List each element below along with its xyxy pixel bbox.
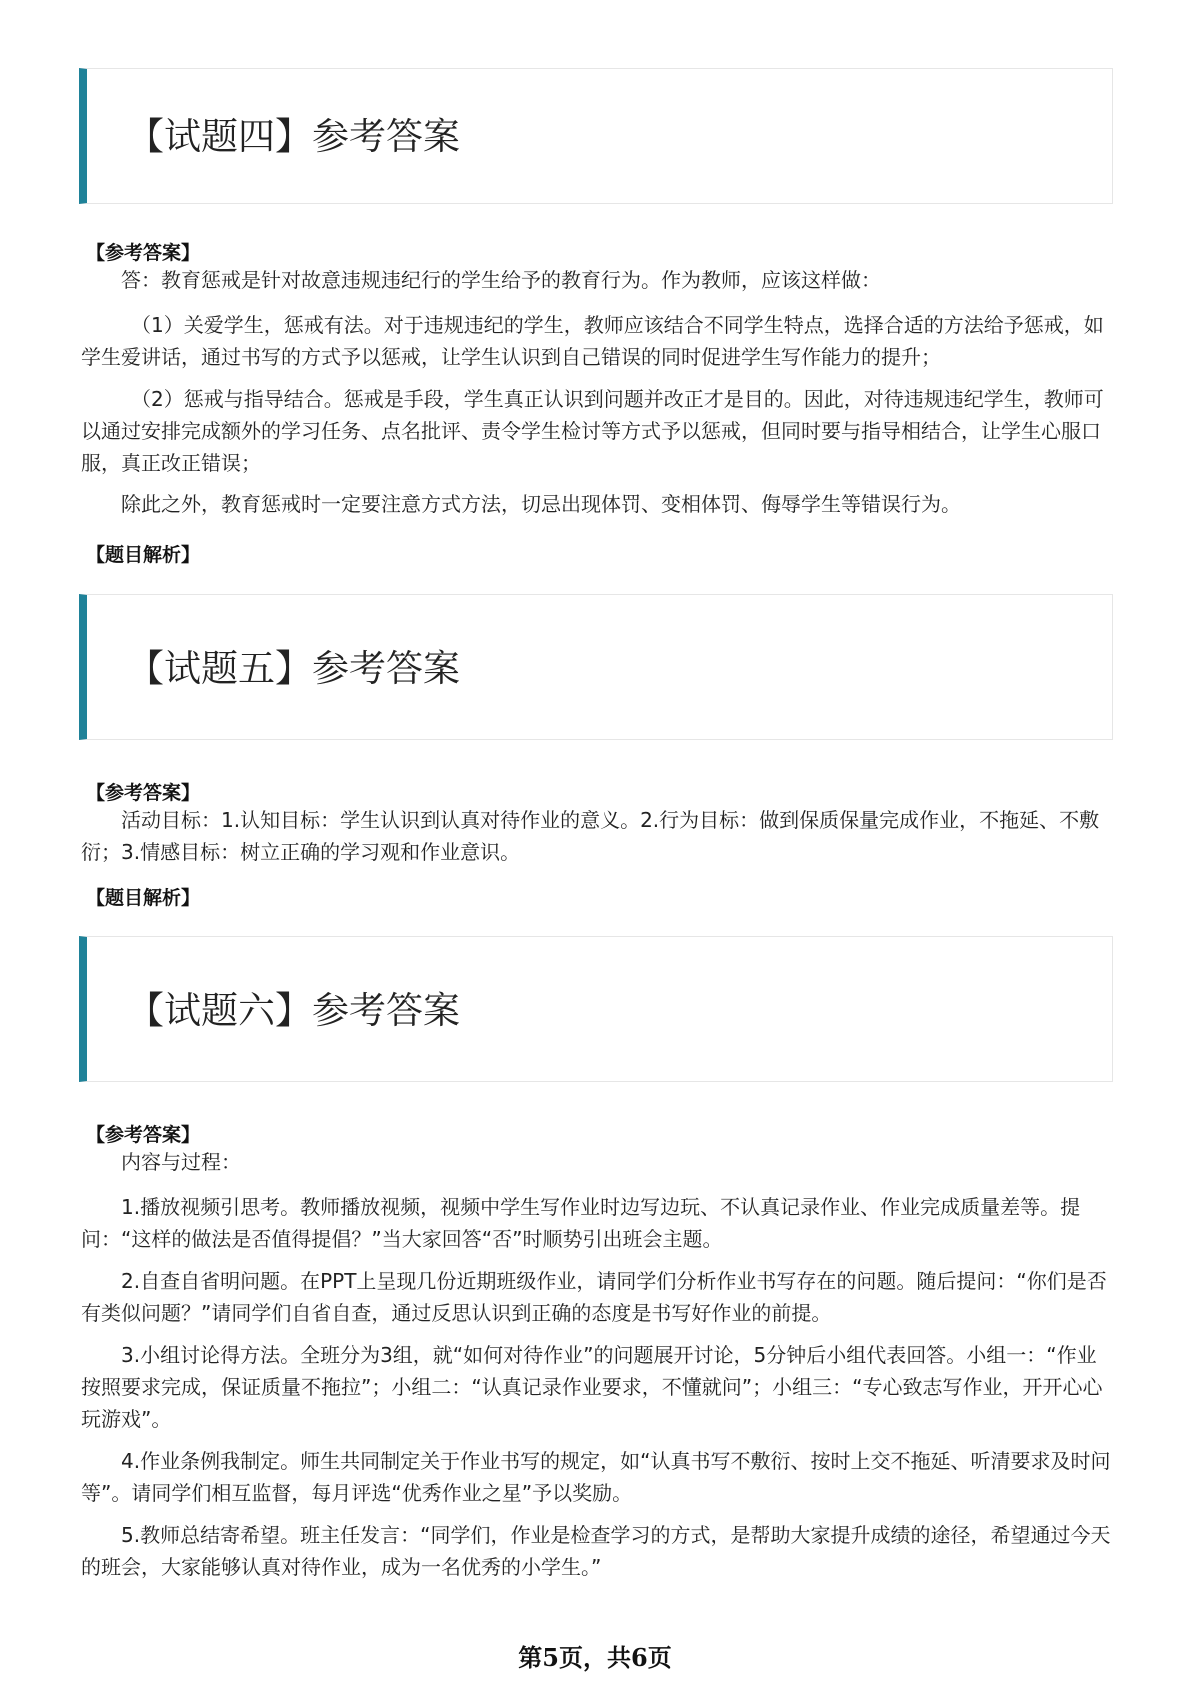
answer-paragraph-6-3: 2.自查自省明问题。在PPT上呈现几份近期班级作业，请同学们分析作业书写存在的问题。随后提问：“你们是否有类似问题？”请同学们自省自查，通过反思认识到正确的态度是书写好作业的前提。 xyxy=(81,1269,1107,1325)
section-heading-box-6 xyxy=(79,936,1113,1082)
section-heading-6: 【试题六】参考答案 xyxy=(127,989,460,1032)
answer-paragraph-4-3: （2）惩戒与指导结合。惩戒是手段，学生真正认识到问题并改正才是目的。因此，对待违规违纪学生，教师可以通过安排完成额外的学习任务、点名批评、责令学生检讨等方式予以惩戒，但同时要与指导相结合，让学生心服口服，真正改正错误； xyxy=(81,387,1104,475)
answer-paragraph-6-5: 4.作业条例我制定。师生共同制定关于作业书写的规定，如“认真书写不敷衍、按时上交不拖延、听清要求及时问等”。请同学们相互监督，每月评选“优秀作业之星”予以奖励。 xyxy=(81,1449,1111,1505)
answer-label-5: 【参考答案】 xyxy=(86,782,201,804)
analysis-label-5: 【题目解析】 xyxy=(86,887,201,909)
section-heading-4: 【试题四】参考答案 xyxy=(127,115,460,158)
answer-paragraph-6-6: 5.教师总结寄希望。班主任发言：“同学们，作业是检查学习的方式，是帮助大家提升成绩的途径，希望通过今天的班会，大家能够认真对待作业，成为一名优秀的小学生。” xyxy=(81,1523,1111,1579)
answer-paragraph-6-2: 1.播放视频引思考。教师播放视频，视频中学生写作业时边写边玩、不认真记录作业、作业完成质量差等。提问：“这样的做法是否值得提倡？”当大家回答“否”时顺势引出班会主题。 xyxy=(81,1195,1081,1251)
answer-paragraph-6-1: 内容与过程： xyxy=(121,1150,241,1174)
answer-paragraph-4-2: （1）关爱学生，惩戒有法。对于违规违纪的学生，教师应该结合不同学生特点，选择合适的方法给予惩戒，如学生爱讲话，通过书写的方式予以惩戒，让学生认识到自己错误的同时促进学生写作能力的提升； xyxy=(81,313,1104,369)
answer-paragraph-4-4: 除此之外，教育惩戒时一定要注意方式方法，切忌出现体罚、变相体罚、侮辱学生等错误行为。 xyxy=(121,492,961,516)
section-heading-5: 【试题五】参考答案 xyxy=(127,647,460,690)
section-heading-box-4 xyxy=(79,68,1113,204)
answer-paragraph-6-4: 3.小组讨论得方法。全班分为3组，就“如何对待作业”的问题展开讨论，5分钟后小组代表回答。小组一：“作业按照要求完成，保证质量不拖拉”；小组二：“认真记录作业要求，不懂就问”；小组三：“专心致志写作业，开开心心玩游戏”。 xyxy=(81,1343,1103,1431)
analysis-label-4: 【题目解析】 xyxy=(86,544,201,566)
answer-label-6: 【参考答案】 xyxy=(86,1124,201,1146)
answer-paragraph-4-1: 答：教育惩戒是针对故意违规违纪行的学生给予的教育行为。作为教师，应该这样做： xyxy=(121,268,881,292)
answer-label-4: 【参考答案】 xyxy=(86,242,201,264)
section-heading-box-5 xyxy=(79,594,1113,740)
page-footer: 第5页，共6页 xyxy=(518,1643,672,1672)
answer-paragraph-5-1: 活动目标：1.认知目标：学生认识到认真对待作业的意义。2.行为目标：做到保质保量完成作业，不拖延、不敷衍；3.情感目标：树立正确的学习观和作业意识。 xyxy=(81,808,1100,864)
